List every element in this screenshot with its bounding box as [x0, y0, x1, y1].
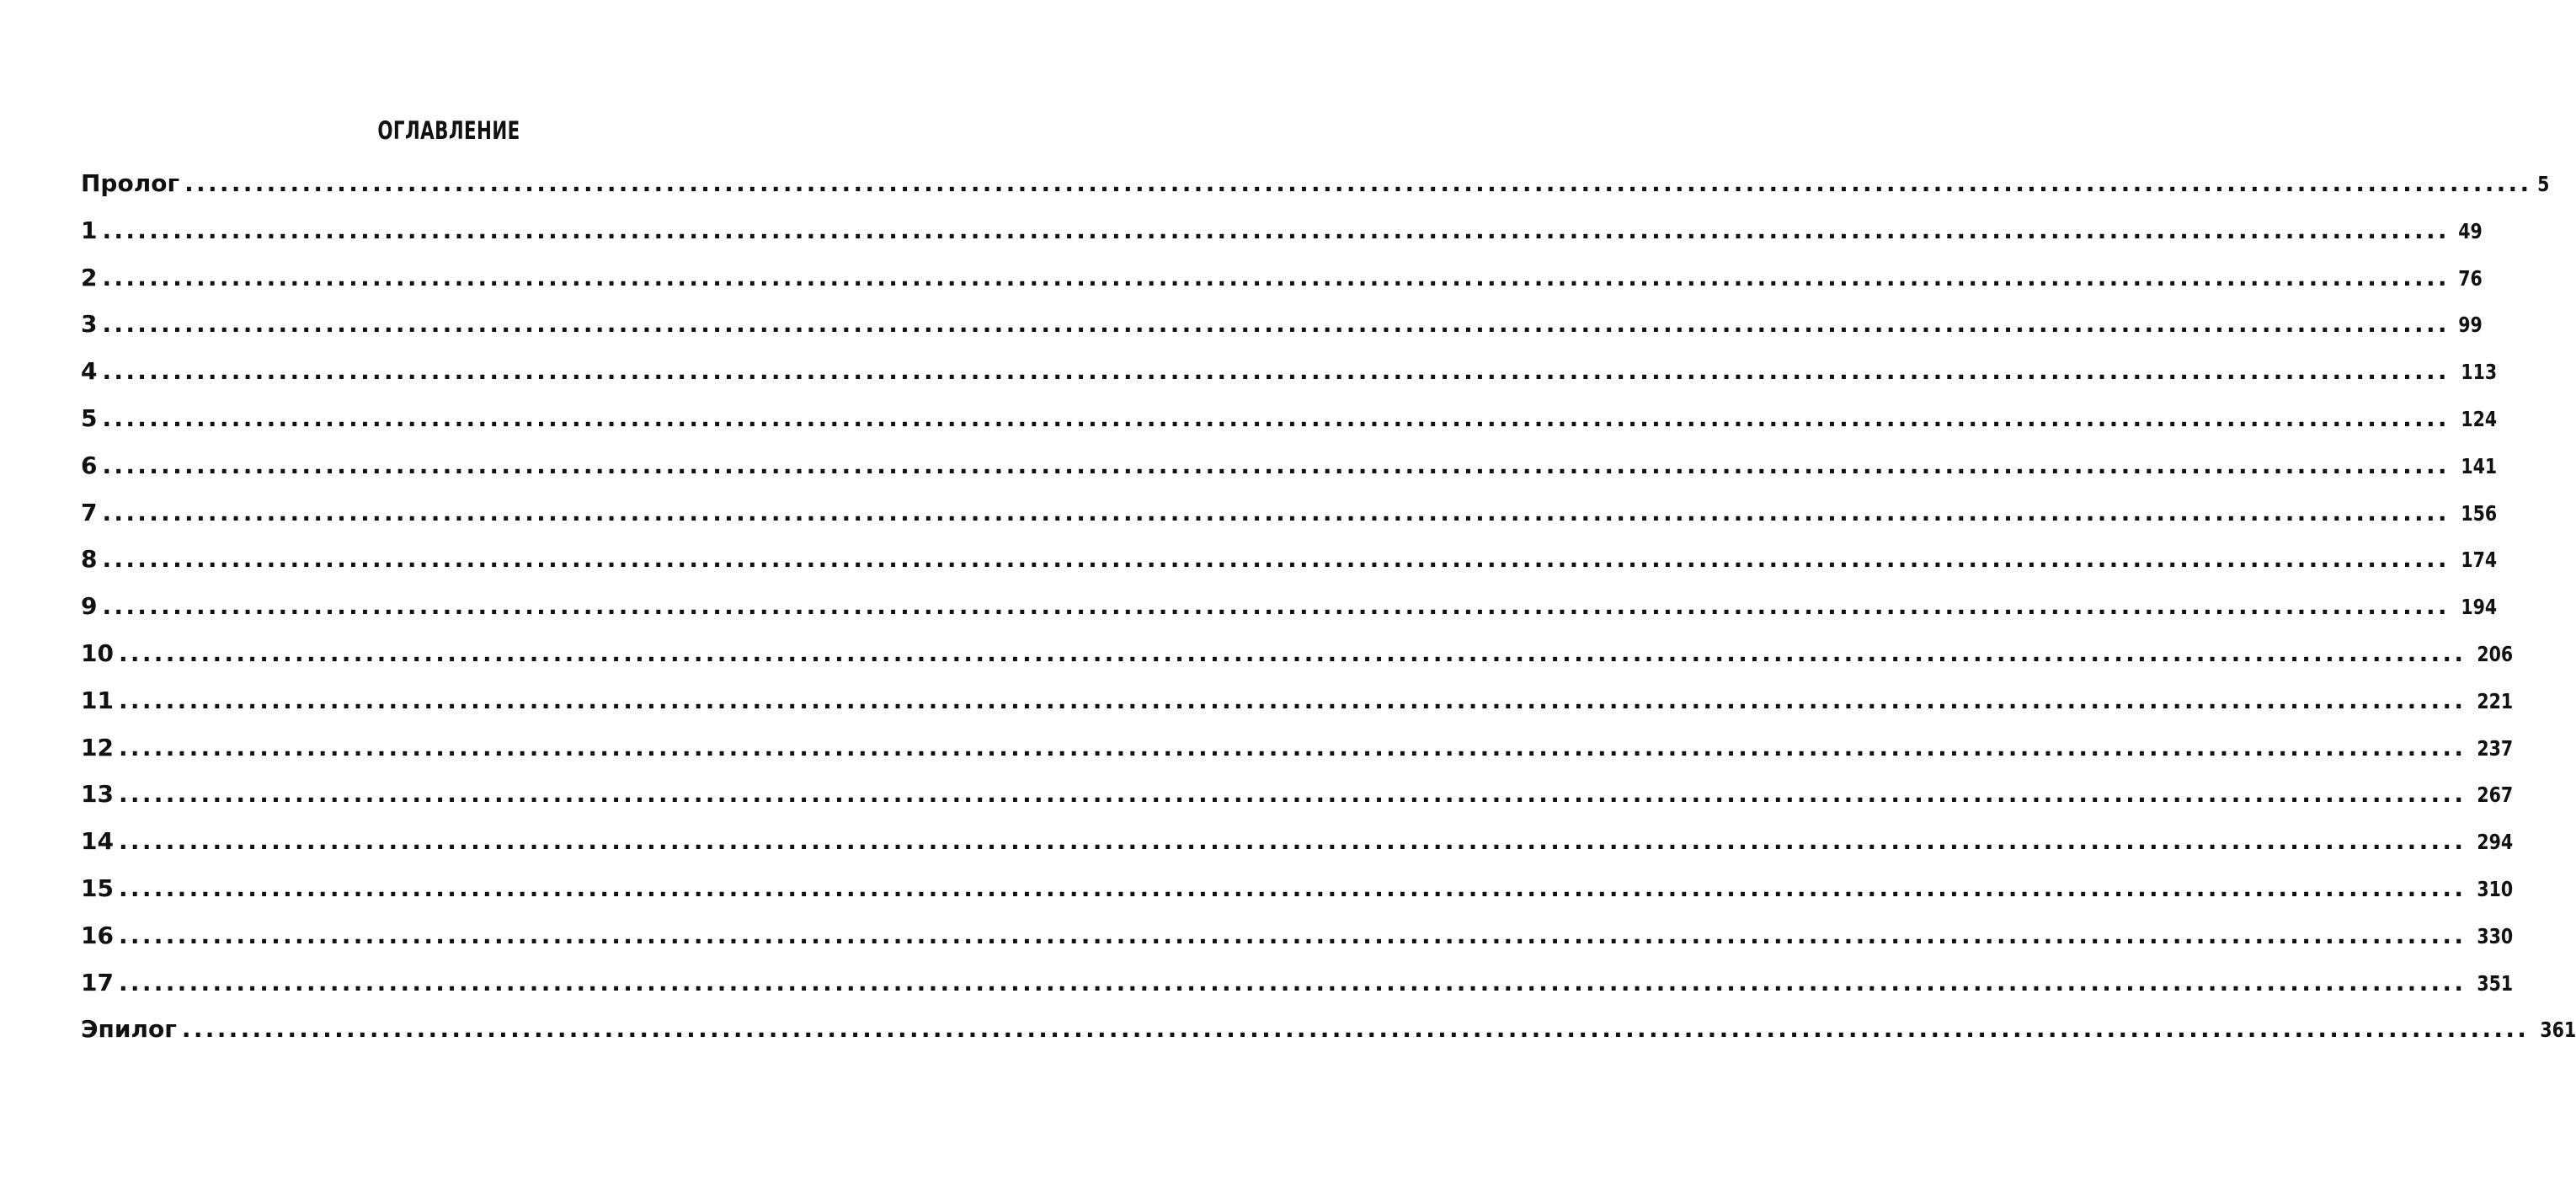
toc-entry-page: 141	[2461, 453, 2498, 478]
toc-entry	[81, 160, 2550, 207]
toc-entry-label: Пролог	[81, 169, 180, 197]
toc-entry	[81, 489, 2498, 537]
leader-dots: ........................................................................................................................................................................................................	[102, 545, 2450, 574]
page-title: ОГЛАВЛЕНИЕ	[377, 116, 520, 145]
leader-dots: ........................................................................................................................................................................................................	[102, 403, 2450, 432]
toc-entry-page: 156	[2461, 500, 2498, 526]
toc-entry	[81, 395, 2498, 442]
toc-entry-label: 8	[81, 545, 98, 574]
toc-entry	[81, 912, 2514, 959]
toc-entry-page: 310	[2477, 876, 2514, 901]
toc-entry-page: 294	[2477, 830, 2514, 855]
leader-dots: ........................................................................................................................................................................................................	[102, 451, 2450, 479]
toc-entry-label: 4	[81, 357, 98, 386]
toc-entry-page: 221	[2477, 688, 2514, 713]
leader-dots: ........................................................................................................................................................................................................	[102, 310, 2450, 339]
toc-entry-label: 12	[81, 733, 114, 761]
leader-dots: ........................................................................................................................................................................................................	[102, 592, 2450, 621]
leader-dots: ........................................................................................................................................................................................................	[118, 873, 2467, 902]
toc-entry-label: 10	[81, 638, 114, 667]
leader-dots: ........................................................................................................................................................................................................	[118, 638, 2467, 667]
toc-entry	[81, 301, 2483, 348]
toc-entry	[81, 583, 2498, 630]
toc-entry-page: 237	[2477, 735, 2514, 761]
toc-entry-page: 99	[2458, 313, 2483, 338]
toc-entry-label: 9	[81, 592, 98, 621]
toc-entry-page: 351	[2477, 970, 2514, 996]
toc-entry	[81, 959, 2514, 1007]
leader-dots: ........................................................................................................................................................................................................	[118, 733, 2467, 761]
toc-entry-page: 174	[2461, 548, 2498, 573]
toc-entry-label: 13	[81, 780, 114, 809]
leader-dots: ........................................................................................................................................................................................................	[102, 357, 2450, 386]
toc-entry-label: 6	[81, 451, 98, 479]
toc-entry	[81, 348, 2498, 395]
toc-entry-page: 206	[2477, 641, 2514, 666]
toc-entry	[81, 254, 2483, 302]
toc-entry-page: 124	[2461, 406, 2498, 431]
toc-entry-label: 7	[81, 498, 98, 526]
toc-entry	[81, 724, 2514, 772]
leader-dots: ........................................................................................................................................................................................................	[102, 216, 2450, 244]
toc-entry-page: 76	[2458, 265, 2483, 291]
toc-entry	[81, 207, 2483, 254]
toc-entry	[81, 677, 2514, 724]
leader-dots: ........................................................................................................................................................................................................	[118, 686, 2467, 714]
toc-entry-label: 17	[81, 968, 114, 996]
toc-entry-label: 2	[81, 263, 98, 291]
toc-entry	[81, 771, 2514, 818]
toc-entry-label: 14	[81, 827, 114, 856]
toc-entry-page: 361	[2540, 1018, 2576, 1043]
toc-entry	[81, 865, 2514, 912]
toc-entry-page: 330	[2477, 923, 2514, 948]
leader-dots: ........................................................................................................................................................................................................	[102, 498, 2450, 526]
toc-entry-label: 15	[81, 873, 114, 902]
leader-dots: ........................................................................................................................................................................................................	[118, 968, 2467, 996]
toc-entry-label: 16	[81, 921, 114, 949]
toc-entry-page: 5	[2537, 172, 2550, 196]
toc-entry	[81, 536, 2498, 583]
toc-entry	[81, 442, 2498, 489]
toc-entry-page: 267	[2477, 783, 2514, 808]
toc-entry-label: 5	[81, 403, 98, 432]
toc-entry-page: 194	[2461, 595, 2498, 620]
toc-entry-page: 113	[2461, 360, 2498, 385]
leader-dots: ........................................................................................................................................................................................................	[118, 827, 2467, 856]
toc-entry	[81, 630, 2514, 677]
toc-entry-page: 49	[2458, 218, 2483, 243]
toc-entry-label: 3	[81, 310, 98, 339]
toc-entry-label: 1	[81, 216, 98, 244]
leader-dots: ........................................................................................................................................................................................................	[118, 921, 2467, 949]
table-of-contents	[81, 160, 2576, 1053]
leader-dots: ........................................................................................................................................................................................................	[102, 263, 2450, 291]
toc-entry-label: Эпилог	[81, 1015, 177, 1044]
leader-dots: ........................................................................................................................................................................................................	[184, 169, 2532, 197]
leader-dots: ........................................................................................................................................................................................................	[181, 1015, 2530, 1044]
toc-entry	[81, 1006, 2576, 1053]
toc-entry-label: 11	[81, 686, 114, 714]
leader-dots: ........................................................................................................................................................................................................	[118, 780, 2467, 809]
toc-entry	[81, 818, 2514, 865]
